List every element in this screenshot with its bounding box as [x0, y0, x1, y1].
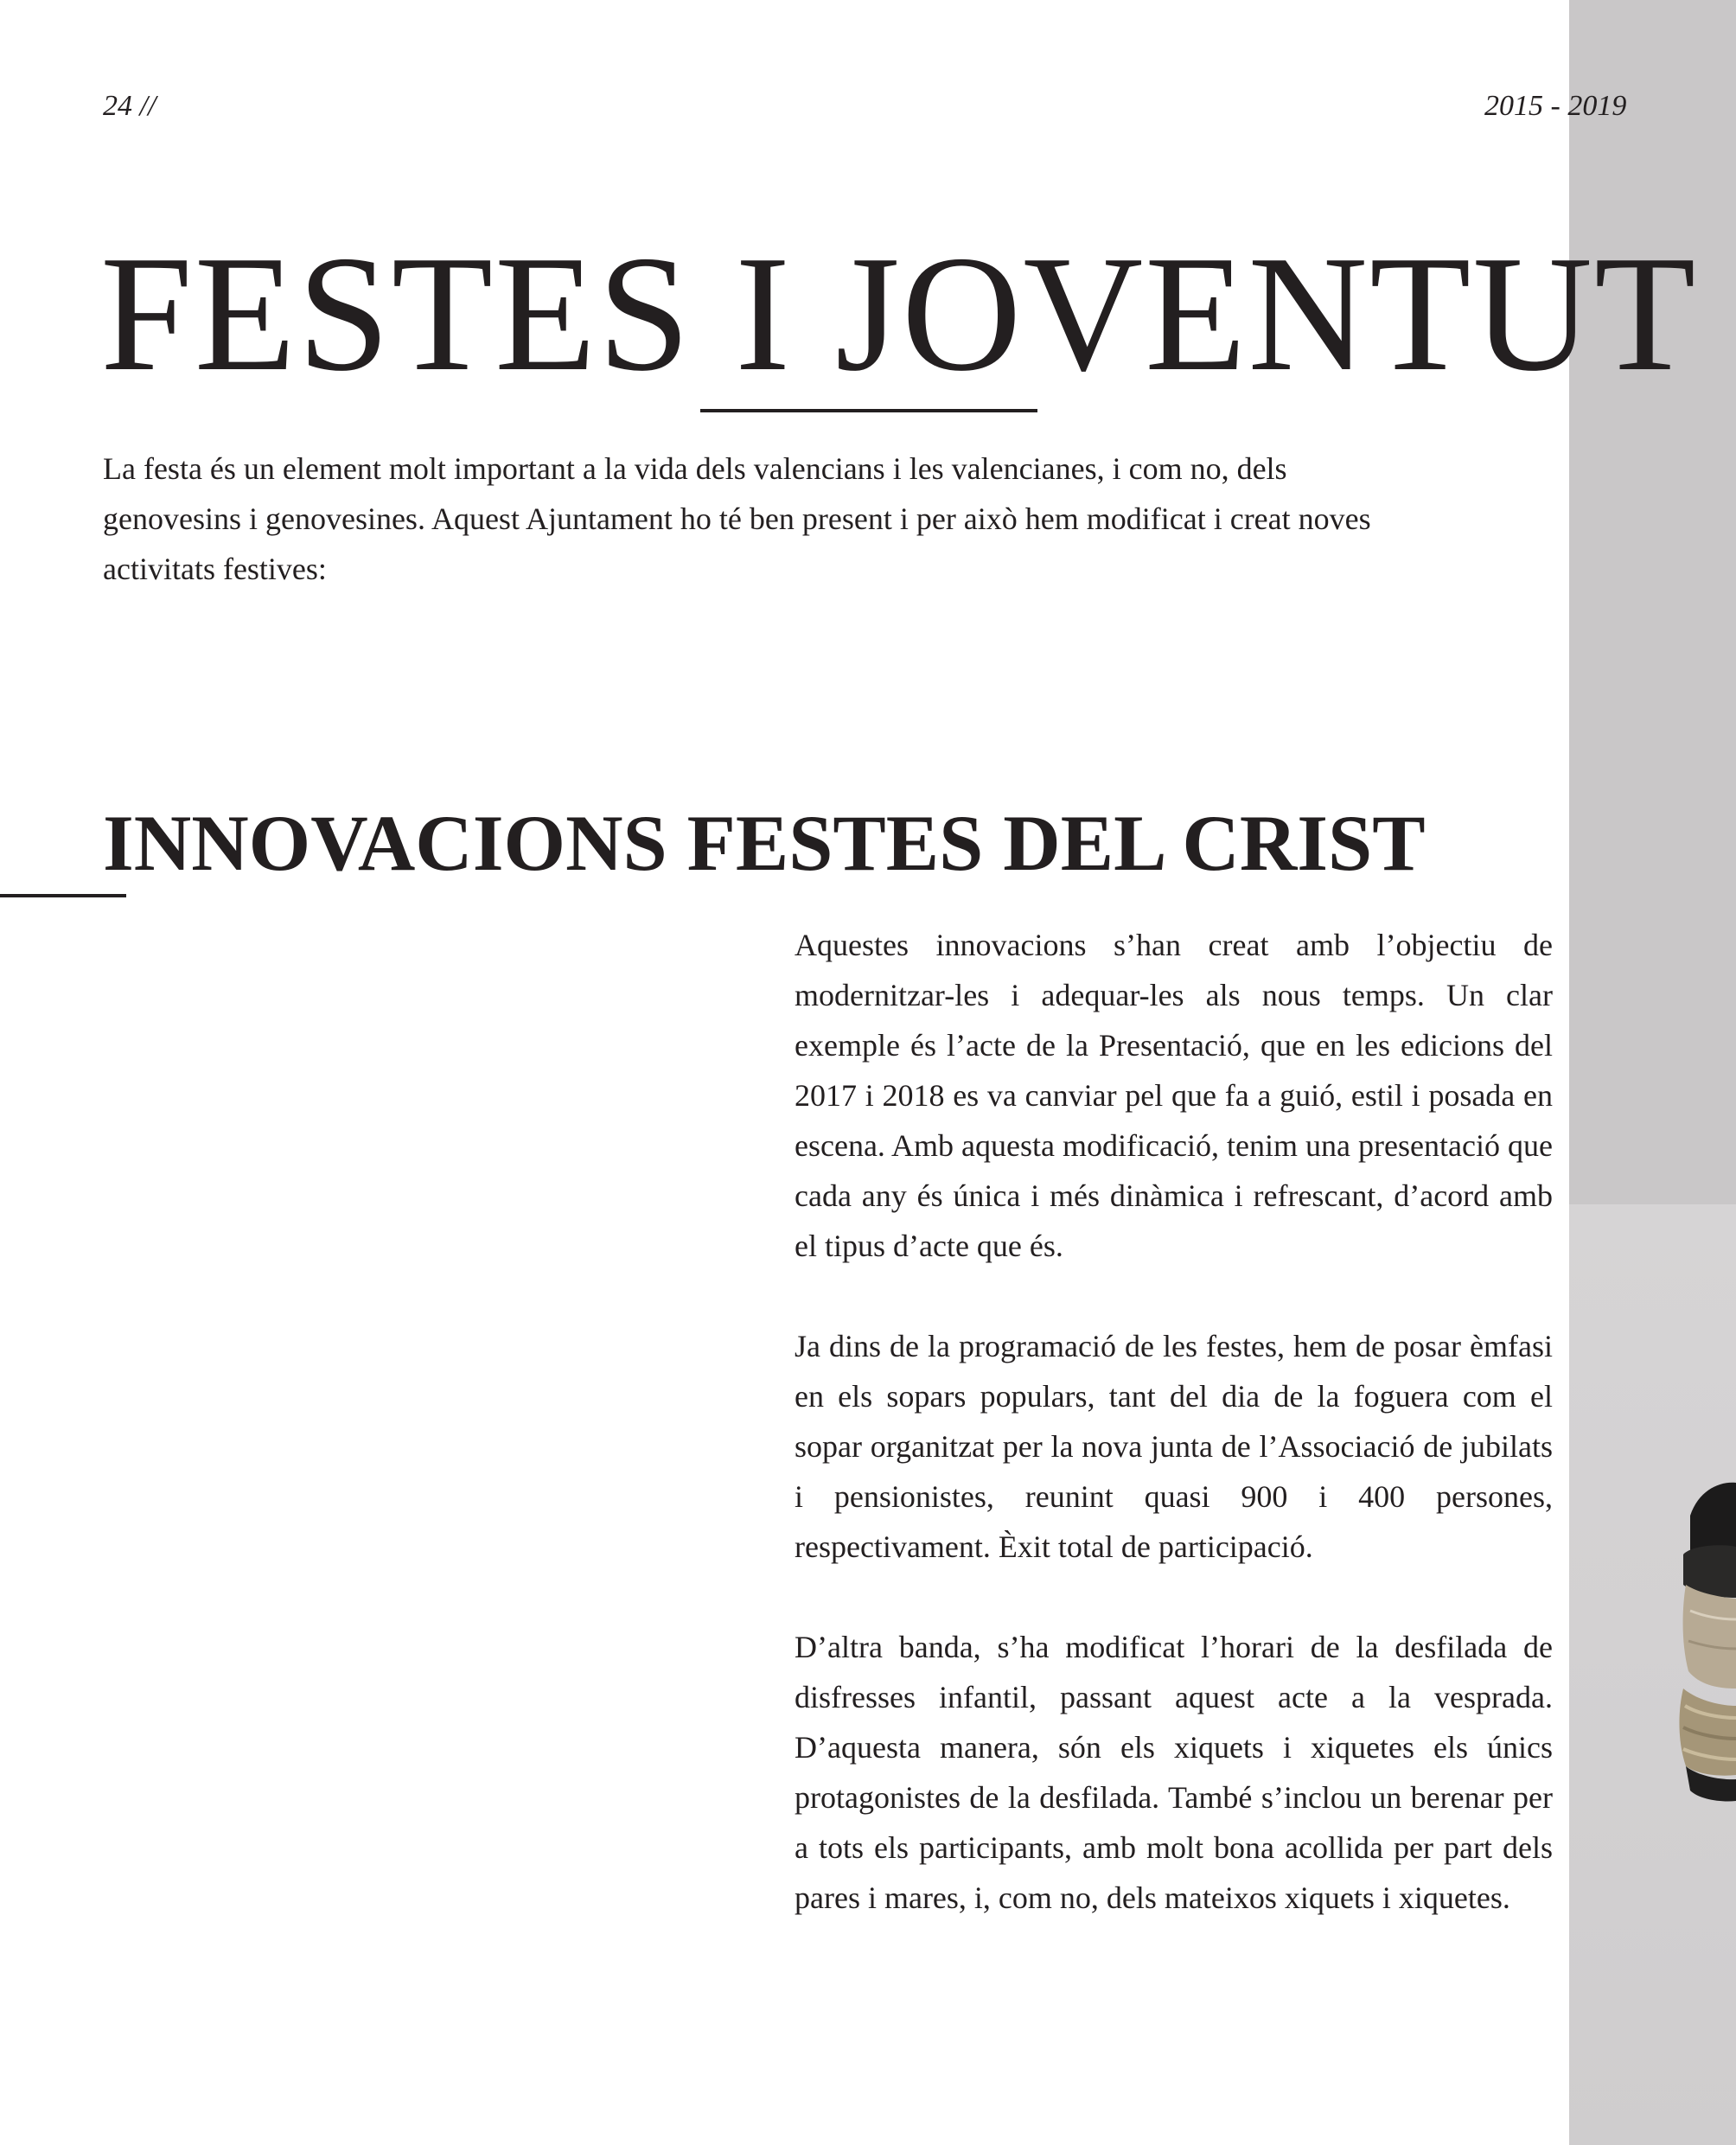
page-title: FESTES I JOVENTUT — [100, 221, 1698, 405]
section-heading: INNOVACIONS FESTES DEL CRIST — [103, 799, 1426, 887]
body-paragraph: Aquestes innovacions s’han creat amb l’objectiu de modernitzar-les i adequar-les als nous temps. Un clar exemple és l’acte de la Presentació, que en les edicions del 2017 i 2018 es va canviar pel que fa a guió, estil i posada en escena. Amb aquesta modificació, tenim una presentació que cada any és única i més dinàmica i refrescant, d’acord amb el tipus d’acte que és. — [795, 928, 1553, 1263]
espadrille-illustration — [1569, 1204, 1736, 2145]
body-paragraph: D’altra banda, s’ha modificat l’horari de la desfilada de disfresses infantil, passant aquest acte a la vesprada. D’aquesta manera, són els xiquets i xiquetes els únics protagonistes de la desfilada. També s’inclou un berenar per a tots els participants, amb molt bona acollida per part dels pares i mares, i, com no, dels mateixos xiquets i xiquetes. — [795, 1630, 1553, 1915]
page-number: 24 // — [103, 90, 156, 122]
intro-paragraph: La festa és un element molt important a la vida dels valencians i les valencianes, i com no, dels genovesins i genovesines. Aquest Ajuntament ho té ben present i per això hem modificat i creat noves activitats festives: — [103, 451, 1371, 586]
body-paragraph: Ja dins de la programació de les festes, hem de posar èmfasi en els sopars populars, tant del dia de la foguera com el sopar organitzat per la nova junta de l’Associació de jubilats i pensionistes, reunint quasi 900 i 400 persones, respectivament. Èxit total de participació. — [795, 1329, 1553, 1564]
espadrille-photo — [1569, 1204, 1736, 2145]
section-rule — [0, 894, 126, 897]
period-label: 2015 - 2019 — [1484, 90, 1627, 122]
body-column — [795, 920, 1553, 1973]
title-underline — [700, 409, 1037, 412]
